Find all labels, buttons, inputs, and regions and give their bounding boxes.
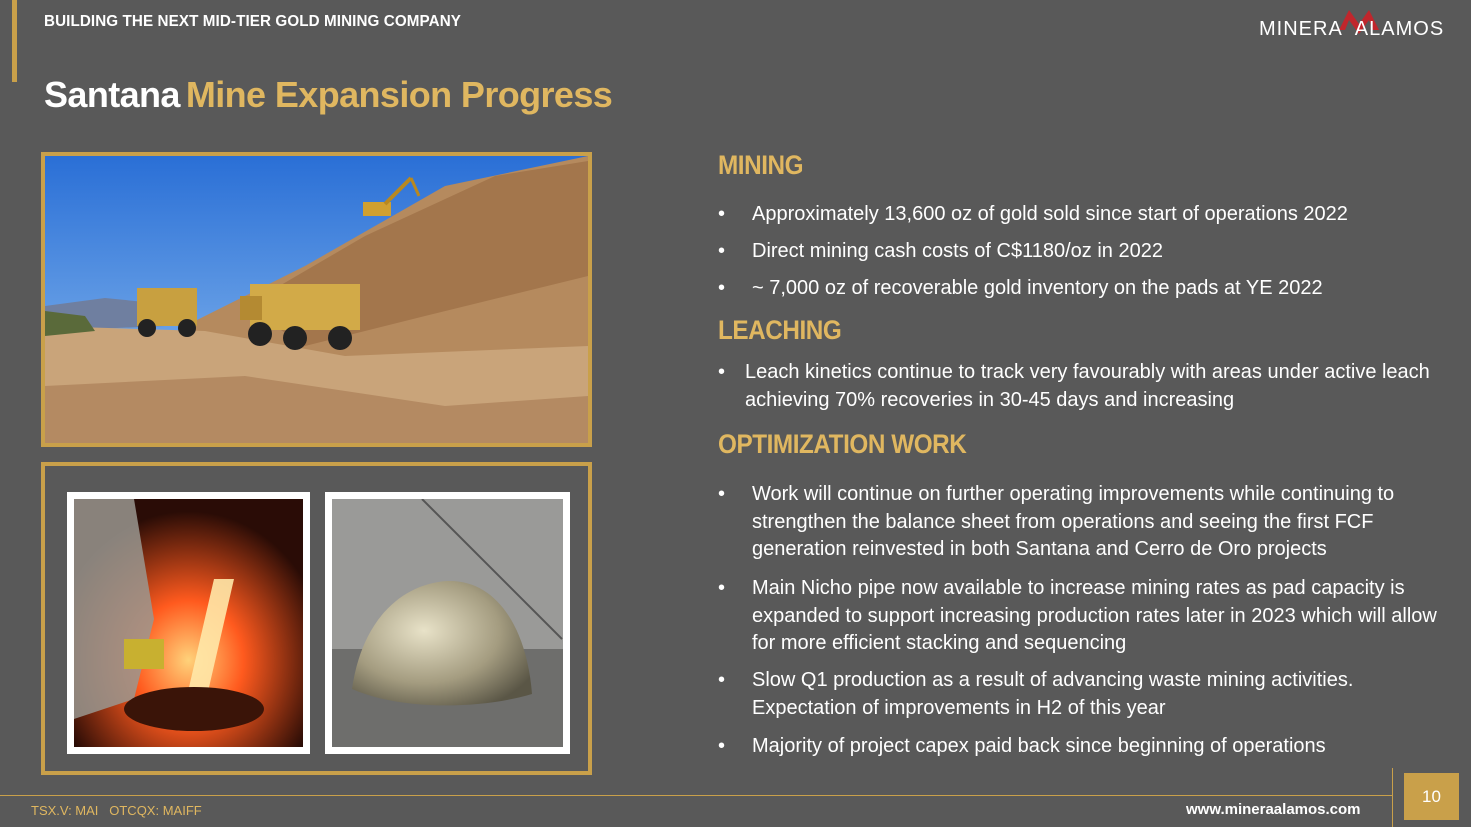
logo-wordmark — [1259, 18, 1444, 41]
bullet-icon: • — [718, 277, 726, 299]
title-subject: Mine Expansion Progress — [185, 74, 613, 115]
section-heading-optimization: OPTIMIZATION WORK — [718, 429, 967, 459]
bullet-icon: • — [718, 240, 726, 262]
bullet-icon: • — [718, 735, 726, 757]
bullet-text: Work will continue on further operating improvements while continuing to strengthen the balance sheet from operations and seeing the first FCF generation reinvested in both Santana and Cerro de Oro projects — [752, 483, 1395, 560]
bullet-text: Leach kinetics continue to track very favourably with areas under active leach achieving 70% recoveries in 30-45 days and increasing — [745, 361, 1430, 411]
title-site: Santana — [44, 74, 180, 115]
bullet-text: Majority of project capex paid back since beginning of operations — [752, 735, 1326, 757]
gold-pour-photo-panel — [41, 462, 592, 775]
left-accent-bar — [12, 0, 17, 82]
company-logo — [1259, 6, 1459, 42]
page-title — [44, 74, 612, 116]
bullet-text: Approximately 13,600 oz of gold sold since start of operations 2022 — [752, 203, 1348, 225]
stock-ticker: TSX.V: MAI OTCQX: MAIFF — [31, 803, 202, 818]
section-heading-mining: MINING — [718, 150, 804, 180]
gold-dore-image — [332, 499, 563, 747]
bullet-icon: • — [718, 483, 726, 505]
logo-text-left: MINERA — [1259, 18, 1343, 40]
footer-vertical-divider — [1392, 768, 1393, 827]
bullet-text: Direct mining cash costs of C$1180/oz in 2022 — [752, 240, 1163, 262]
section-heading-leaching: LEACHING — [718, 315, 842, 345]
page-number: 10 — [1404, 773, 1459, 820]
logo-text-right: ALAMOS — [1354, 18, 1445, 40]
bullet-icon: • — [718, 203, 726, 225]
gold-pour-image — [74, 499, 303, 747]
haul-truck-2-shape — [240, 284, 360, 350]
bullet-text: Main Nicho pipe now available to increase mining rates as pad capacity is expanded to support increasing production rates later in 2023 which will allow for more efficient stacking and sequencing — [752, 577, 1437, 654]
gold-pour-photo — [67, 492, 310, 754]
footer-divider — [0, 795, 1393, 796]
bullet-text: ~ 7,000 oz of recoverable gold inventory on the pads at YE 2022 — [752, 277, 1323, 299]
mine-haul-road-photo — [41, 152, 592, 447]
gold-dore-bar-photo — [325, 492, 570, 754]
bullet-icon: • — [718, 361, 726, 383]
bullet-icon: • — [718, 577, 726, 599]
haul-road-image — [45, 156, 588, 443]
website-link[interactable]: www.mineraalamos.com — [1186, 801, 1361, 818]
bullet-icon: • — [718, 669, 726, 691]
bullet-text: Slow Q1 production as a result of advancing waste mining activities. Expectation of improvements in H2 of this year — [752, 669, 1354, 719]
header-tagline: BUILDING THE NEXT MID-TIER GOLD MINING COMPANY — [44, 13, 462, 30]
